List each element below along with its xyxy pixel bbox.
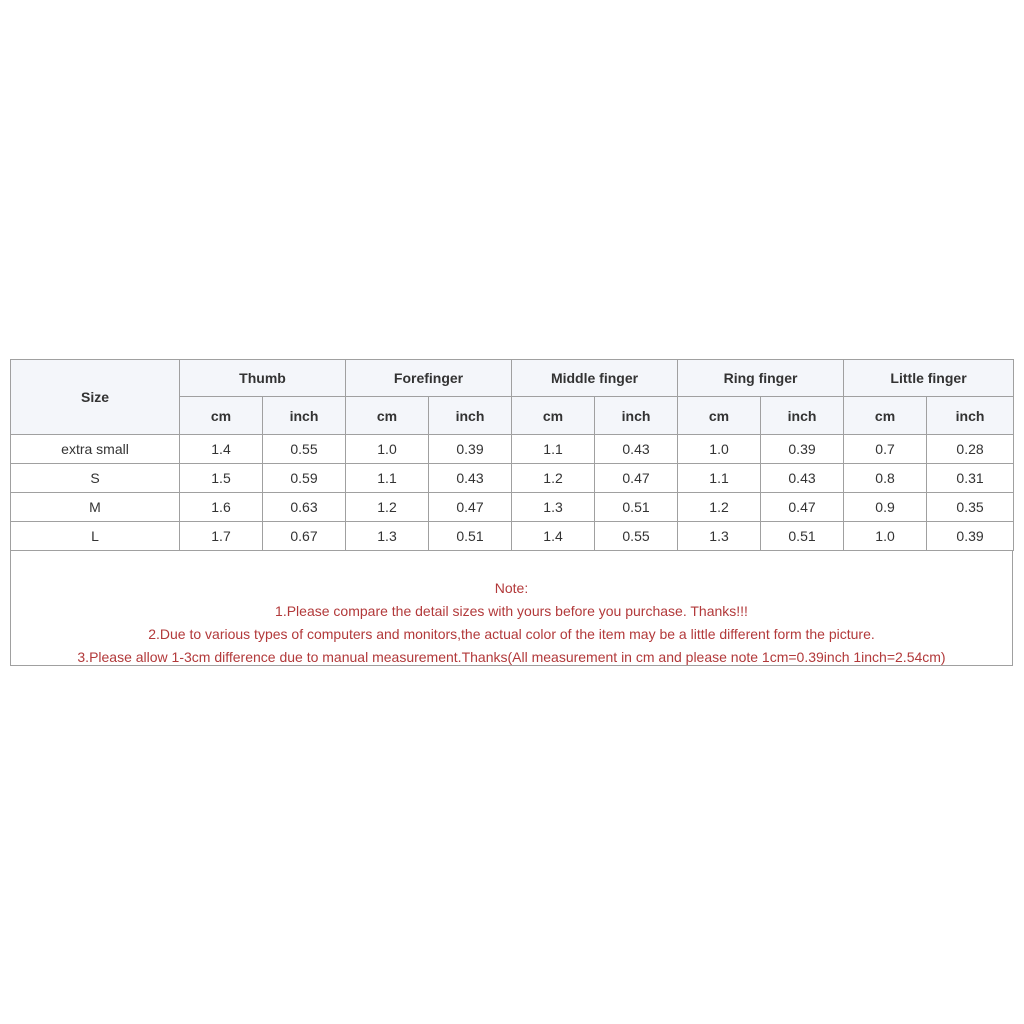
value-cell: 1.7 bbox=[180, 522, 263, 551]
value-cell: 1.0 bbox=[678, 435, 761, 464]
note-title: Note: bbox=[494, 580, 529, 596]
value-cell: 0.9 bbox=[844, 493, 927, 522]
table-row bbox=[11, 522, 1014, 551]
size-cell: S bbox=[11, 464, 180, 493]
value-cell: 0.67 bbox=[263, 522, 346, 551]
value-cell: 0.63 bbox=[263, 493, 346, 522]
size-cell: L bbox=[11, 522, 180, 551]
size-table bbox=[10, 359, 1014, 551]
value-cell: 0.47 bbox=[429, 493, 512, 522]
header-middle-finger: Middle finger bbox=[512, 360, 678, 397]
value-cell: 0.39 bbox=[429, 435, 512, 464]
unit-cm-header: cm bbox=[346, 397, 429, 435]
value-cell: 0.47 bbox=[761, 493, 844, 522]
value-cell: 1.1 bbox=[678, 464, 761, 493]
header-ring-finger: Ring finger bbox=[678, 360, 844, 397]
value-cell: 0.43 bbox=[429, 464, 512, 493]
value-cell: 1.0 bbox=[844, 522, 927, 551]
unit-inch-header: inch bbox=[927, 397, 1014, 435]
header-little-finger: Little finger bbox=[844, 360, 1014, 397]
unit-inch-header: inch bbox=[761, 397, 844, 435]
value-cell: 0.43 bbox=[761, 464, 844, 493]
value-cell: 0.31 bbox=[927, 464, 1014, 493]
unit-inch-header: inch bbox=[263, 397, 346, 435]
value-cell: 1.1 bbox=[512, 435, 595, 464]
value-cell: 1.4 bbox=[180, 435, 263, 464]
value-cell: 1.5 bbox=[180, 464, 263, 493]
finger-header-row bbox=[11, 360, 1014, 397]
header-forefinger: Forefinger bbox=[346, 360, 512, 397]
unit-cm-header: cm bbox=[512, 397, 595, 435]
value-cell: 0.8 bbox=[844, 464, 927, 493]
value-cell: 1.2 bbox=[678, 493, 761, 522]
size-column-header: Size bbox=[11, 360, 180, 435]
unit-cm-header: cm bbox=[180, 397, 263, 435]
value-cell: 1.3 bbox=[346, 522, 429, 551]
notes-text bbox=[11, 577, 1012, 669]
table-row bbox=[11, 435, 1014, 464]
value-cell: 0.51 bbox=[595, 493, 678, 522]
size-cell: extra small bbox=[11, 435, 180, 464]
value-cell: 1.6 bbox=[180, 493, 263, 522]
value-cell: 0.7 bbox=[844, 435, 927, 464]
value-cell: 1.1 bbox=[346, 464, 429, 493]
value-cell: 0.43 bbox=[595, 435, 678, 464]
value-cell: 1.3 bbox=[512, 493, 595, 522]
note-line-2: 2.Due to various types of computers and monitors,the actual color of the item may be a little different form the picture. bbox=[148, 626, 875, 642]
notes-box bbox=[10, 551, 1013, 666]
unit-inch-header: inch bbox=[595, 397, 678, 435]
value-cell: 1.3 bbox=[678, 522, 761, 551]
size-chart bbox=[10, 359, 1013, 666]
value-cell: 0.51 bbox=[429, 522, 512, 551]
value-cell: 0.55 bbox=[263, 435, 346, 464]
value-cell: 0.47 bbox=[595, 464, 678, 493]
table-row bbox=[11, 464, 1014, 493]
value-cell: 0.28 bbox=[927, 435, 1014, 464]
header-thumb: Thumb bbox=[180, 360, 346, 397]
table-row bbox=[11, 493, 1014, 522]
size-cell: M bbox=[11, 493, 180, 522]
unit-inch-header: inch bbox=[429, 397, 512, 435]
value-cell: 0.35 bbox=[927, 493, 1014, 522]
value-cell: 0.51 bbox=[761, 522, 844, 551]
note-line-1: 1.Please compare the detail sizes with yours before you purchase. Thanks!!! bbox=[275, 603, 748, 619]
value-cell: 1.2 bbox=[346, 493, 429, 522]
value-cell: 0.59 bbox=[263, 464, 346, 493]
value-cell: 0.39 bbox=[927, 522, 1014, 551]
value-cell: 0.55 bbox=[595, 522, 678, 551]
unit-cm-header: cm bbox=[678, 397, 761, 435]
unit-cm-header: cm bbox=[844, 397, 927, 435]
note-line-3: 3.Please allow 1-3cm difference due to manual measurement.Thanks(All measurement in cm and please note 1cm=0.39inch 1inch=2.54cm) bbox=[77, 649, 946, 665]
value-cell: 1.0 bbox=[346, 435, 429, 464]
value-cell: 0.39 bbox=[761, 435, 844, 464]
value-cell: 1.2 bbox=[512, 464, 595, 493]
value-cell: 1.4 bbox=[512, 522, 595, 551]
